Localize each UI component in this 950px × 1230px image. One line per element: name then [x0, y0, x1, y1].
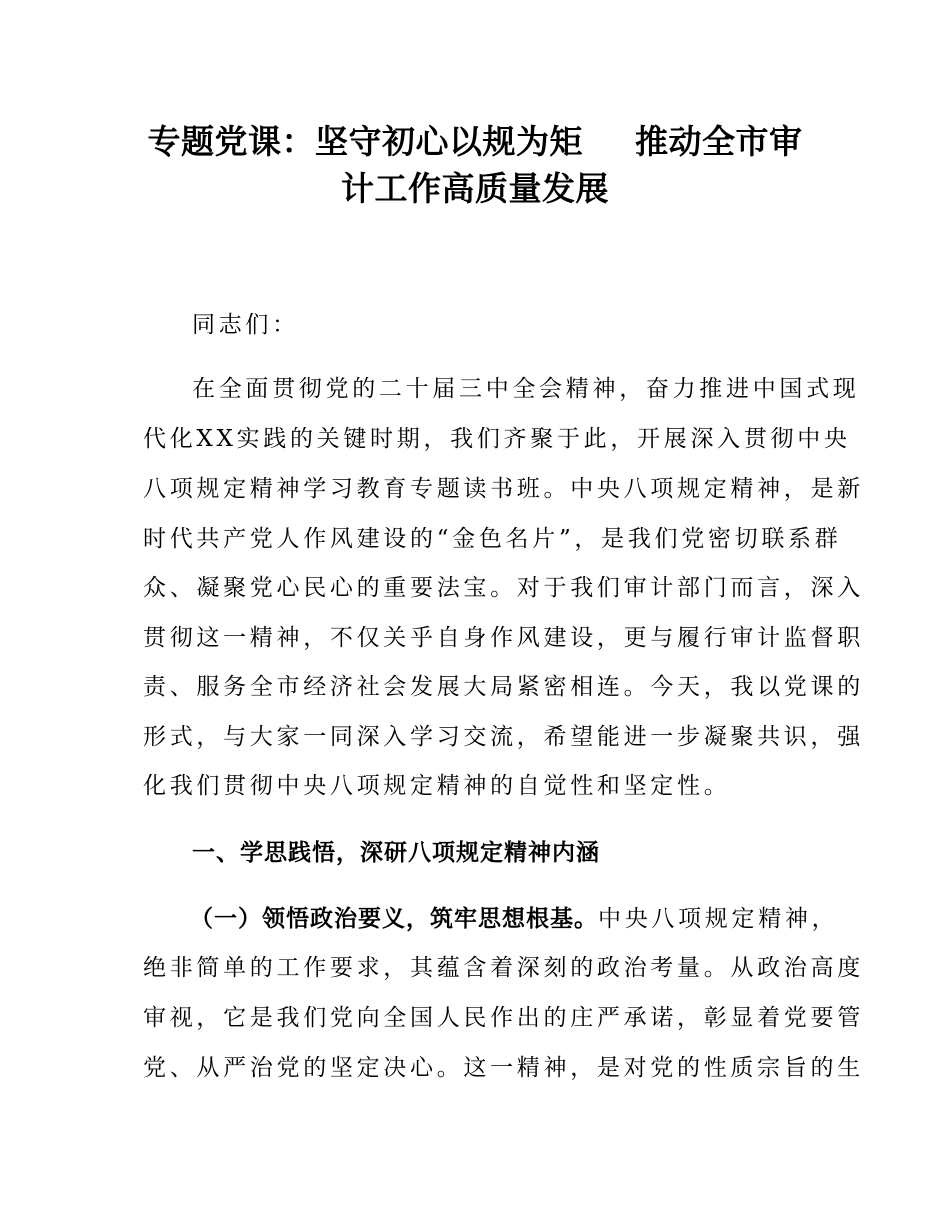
intro-paragraph-line: 贯彻这一精神，不仅关乎自身作风建设，更与履行审计监督职: [143, 625, 864, 651]
document-title-line-1: [120, 118, 830, 166]
intro-paragraph-line: 时代共产党人作风建设的“金色名片”，是我们党密切联系群: [143, 526, 842, 552]
intro-paragraph-line: 八项规定精神学习教育专题读书班。中央八项规定精神，是新: [143, 476, 864, 502]
section-heading: 一、学思践悟，深研八项规定精神内涵: [192, 840, 600, 866]
title-part-2: 推动全市审: [635, 122, 803, 161]
intro-paragraph-line: 化我们贯彻中央八项规定精神的自觉性和坚定性。: [143, 773, 731, 799]
subsection-first-line: [190, 902, 838, 936]
subsection-lead: （一）领悟政治要义，筑牢思想根基。: [190, 906, 598, 932]
intro-paragraph-line: 代化XX实践的关键时期，我们齐聚于此，开展深入贯彻中央: [143, 426, 851, 452]
intro-paragraph-line: 在全面贯彻党的二十届三中全会精神，奋力推进中国式现: [192, 376, 860, 402]
intro-paragraph-line: 形式，与大家一同深入学习交流，希望能进一步凝聚共识，强: [143, 724, 864, 750]
salutation: 同志们：: [192, 312, 299, 338]
subsection-paragraph-line: 审视，它是我们党向全国人民作出的庄严承诺，彰显着党要管: [143, 1005, 864, 1031]
title-part-1: 专题党课：坚守初心以规为矩: [147, 122, 583, 161]
subsection-paragraph-line: 党、从严治党的坚定决心。这一精神，是对党的性质宗旨的生: [143, 1055, 864, 1081]
subsection-paragraph-line: 绝非简单的工作要求，其蕴含着深刻的政治考量。从政治高度: [143, 955, 864, 981]
subsection-first-line-rest: 中央八项规定精神，: [598, 906, 839, 932]
intro-paragraph-line: 责、服务全市经济社会发展大局紧密相连。今天，我以党课的: [143, 674, 864, 700]
intro-paragraph-line: 众、凝聚党心民心的重要法宝。对于我们审计部门而言，深入: [143, 575, 864, 601]
document-title-line-2: 计工作高质量发展: [341, 169, 609, 208]
